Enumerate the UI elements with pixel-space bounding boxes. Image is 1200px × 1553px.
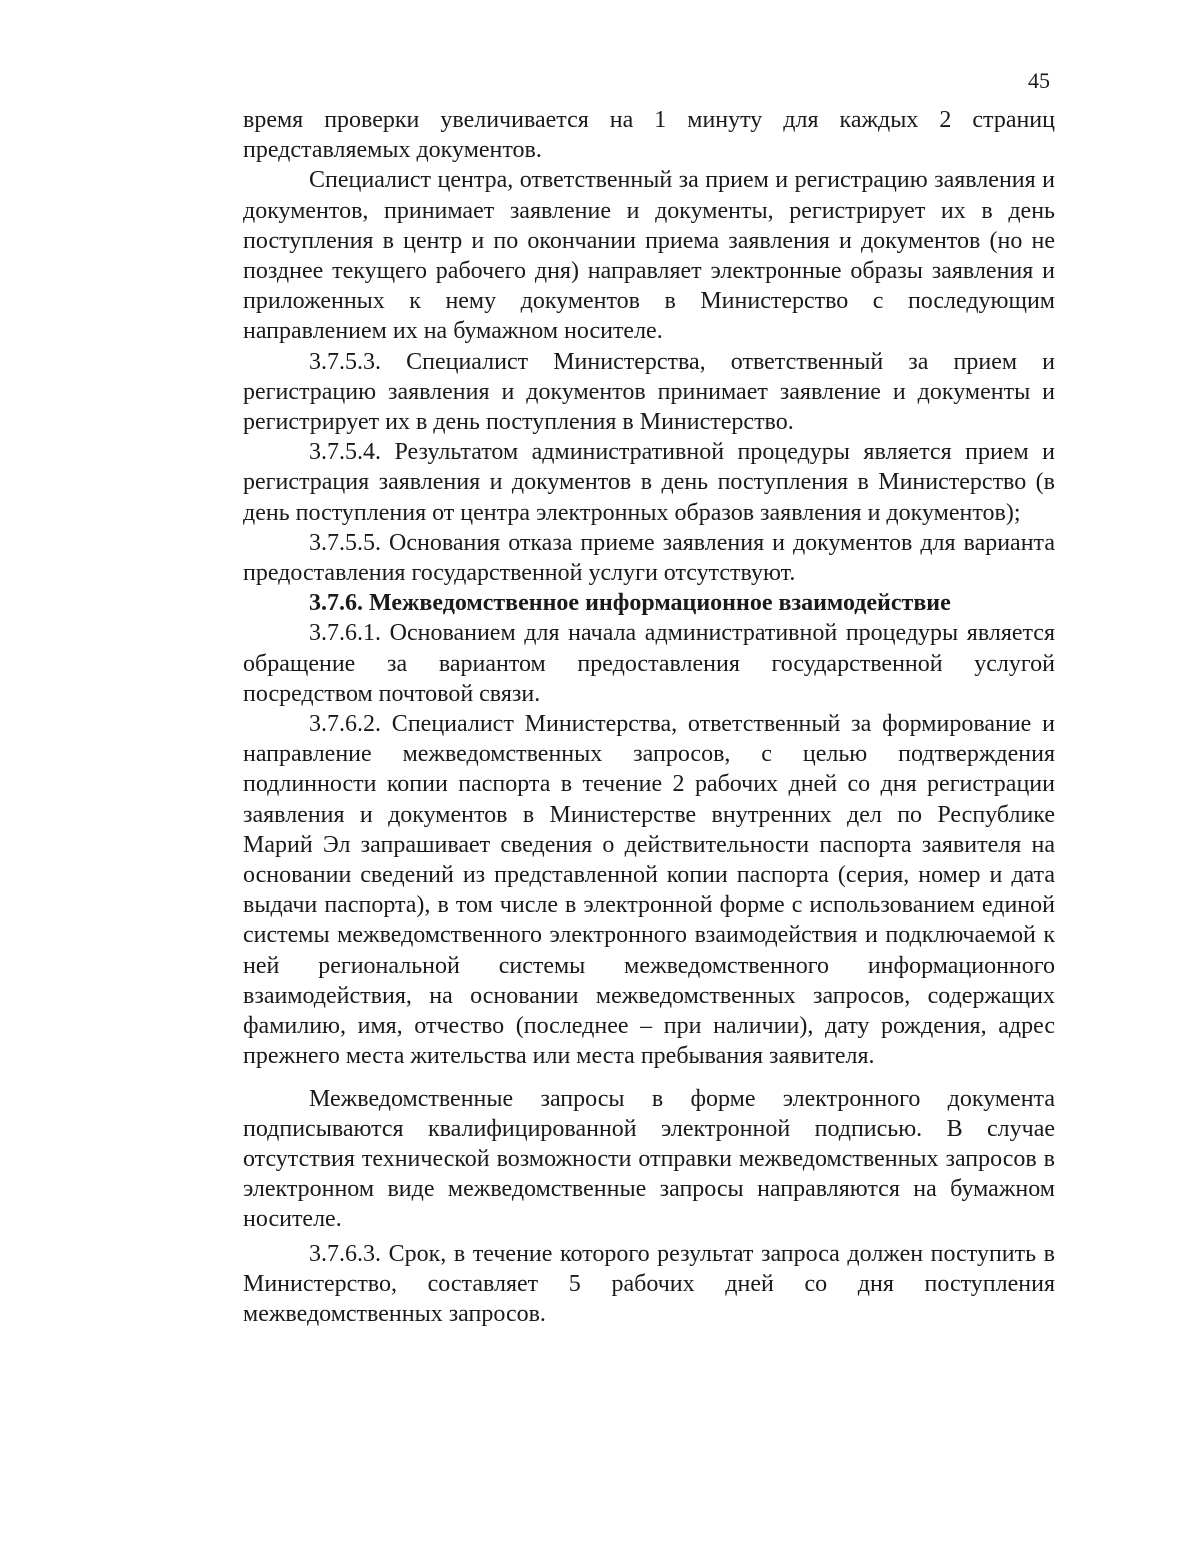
paragraph-interdepartmental-requests: Межведомственные запросы в форме электронного документа подписываются квалифицированной электронной подписью. В случае отсутствия технической возможности отправки межведомственных запросов в электронном виде межведомственные запросы направляются на бумажном носителе. <box>243 1085 1055 1233</box>
document-body <box>243 105 1055 1329</box>
paragraph-3-7-6-1: 3.7.6.1. Основанием для начала административной процедуры является обращение за вариантом предоставления государственной услугой посредством почтовой связи. <box>243 620 1055 707</box>
paragraph-continuation: время проверки увеличивается на 1 минуту для каждых 2 страниц представляемых документов. <box>243 107 1055 164</box>
paragraph-3-7-5-5: 3.7.5.5. Основания отказа приеме заявления и документов для варианта предоставления государственной услуги отсутствуют. <box>243 529 1055 587</box>
section-heading-3-7-6: 3.7.6. Межведомственное информационное взаимодействие <box>309 590 951 617</box>
paragraph-3-7-6-2: 3.7.6.2. Специалист Министерства, ответственный за формирование и направление межведомственных запросов, с целью подтверждения подлинности копии паспорта в течение 2 рабочих дней со дня регистрации заявления и документов в Министерстве внутренних дел по Республике Марий Эл запрашивает сведения о действительности паспорта заявителя на основании сведений из представленной копии паспорта (серия, номер и дата выдачи паспорта), в том числе в электронной форме с использованием единой системы межведомственного электронного взаимодействия и подключаемой к ней региональной системы межведомственного информационного взаимодействия, на основании межведомственных запросов, содержащих фамилию, имя, отчество (последнее – при наличии), дату рождения, адрес прежнего места жительства или места пребывания заявителя. <box>243 711 1055 1070</box>
paragraph-center-registration: Специалист центра, ответственный за прием и регистрацию заявления и документов, принимает заявление и документы, регистрирует их в день поступления в центр и по окончании приема заявления и документов (но не позднее текущего рабочего дня) направляет электронные образы заявления и приложенных к нему документов в Министерство с последующим направлением их на бумажном носителе. <box>243 167 1055 345</box>
paragraph-3-7-5-4: 3.7.5.4. Результатом административной процедуры является прием и регистрация заявления и документов в день поступления в Министерство (в день поступления от центра электронных образов заявления и документов); <box>243 439 1055 526</box>
page-number: 45 <box>1028 68 1050 93</box>
paragraph-3-7-5-3: 3.7.5.3. Специалист Министерства, ответственный за прием и регистрацию заявления и документов принимает заявление и документы и регистрирует их в день поступления в Министерство. <box>243 348 1055 436</box>
paragraph-3-7-6-3: 3.7.6.3. Срок, в течение которого результат запроса должен поступить в Министерство, составляет 5 рабочих дней со дня поступления межведомственных запросов. <box>243 1240 1055 1327</box>
